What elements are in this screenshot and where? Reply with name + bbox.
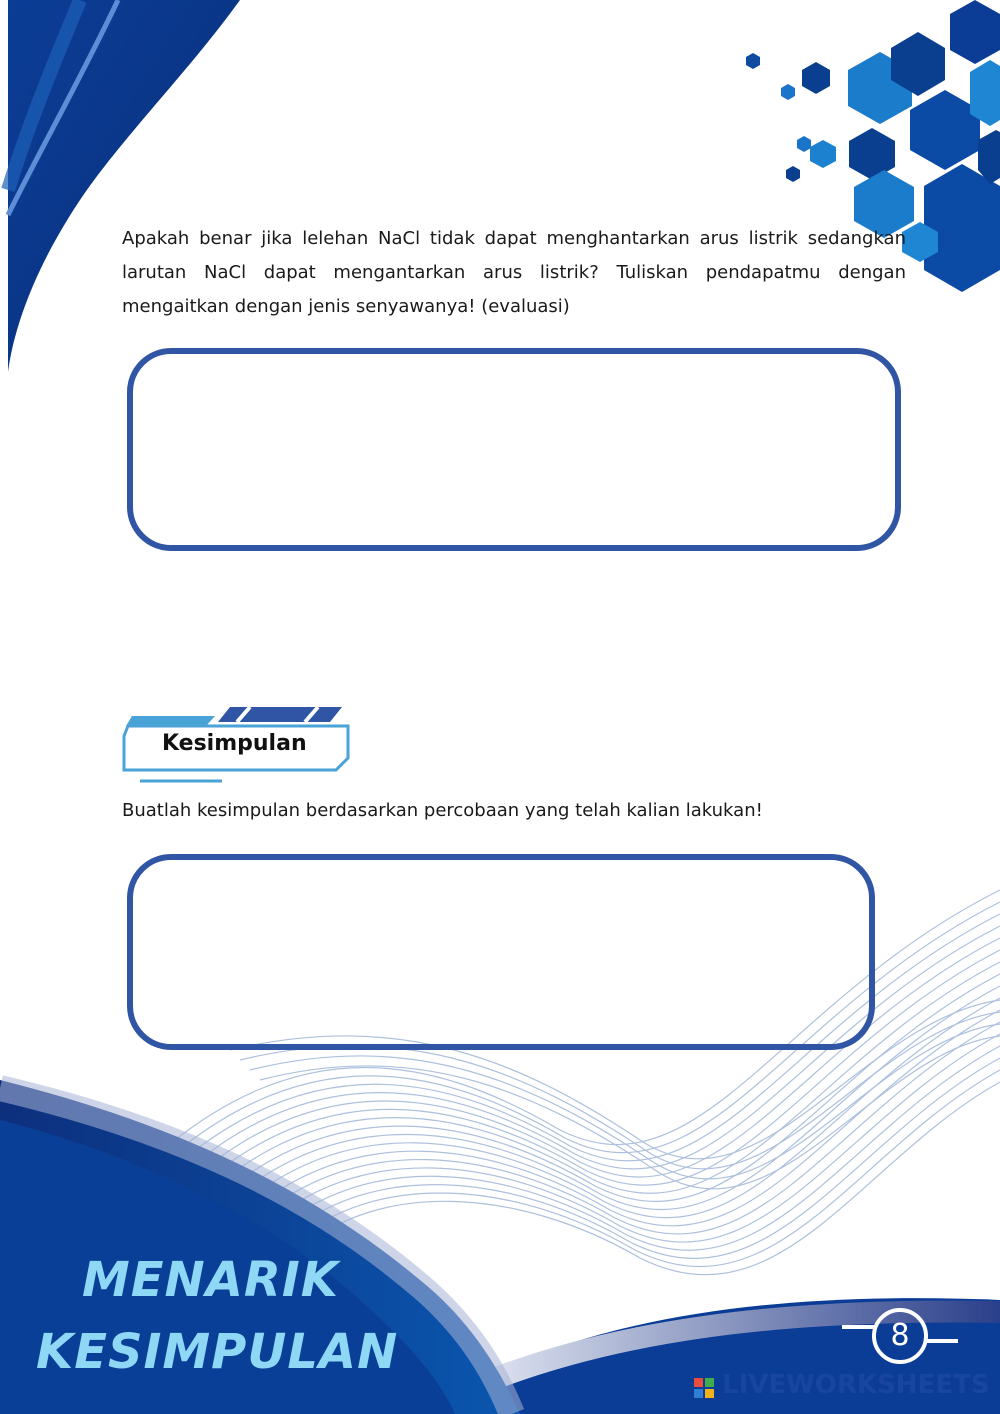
answer-input-1[interactable] (157, 370, 871, 529)
answer-box-1[interactable] (127, 348, 901, 551)
answer-input-2[interactable] (157, 876, 845, 1028)
instruction-text: Buatlah kesimpulan berdasarkan percobaan yang telah kalian lakukan! (122, 800, 763, 821)
page-number: 8 (890, 1318, 910, 1353)
footer-title-line2: KESIMPULAN (36, 1324, 399, 1380)
section-title: Kesimpulan (162, 731, 307, 756)
footer-title-line1: MENARIK (82, 1252, 339, 1308)
watermark-text: LIVEWORKSHEETS (722, 1370, 990, 1400)
answer-box-2[interactable] (127, 854, 875, 1050)
question-text: Apakah benar jika lelehan NaCl tidak dapat menghantarkan arus listrik sedangkan larutan NaCl dapat mengantarkan arus listrik? Tuliskan pendapatmu dengan mengaitkan dengan jenis senyawanya! (evaluasi) (122, 228, 906, 317)
